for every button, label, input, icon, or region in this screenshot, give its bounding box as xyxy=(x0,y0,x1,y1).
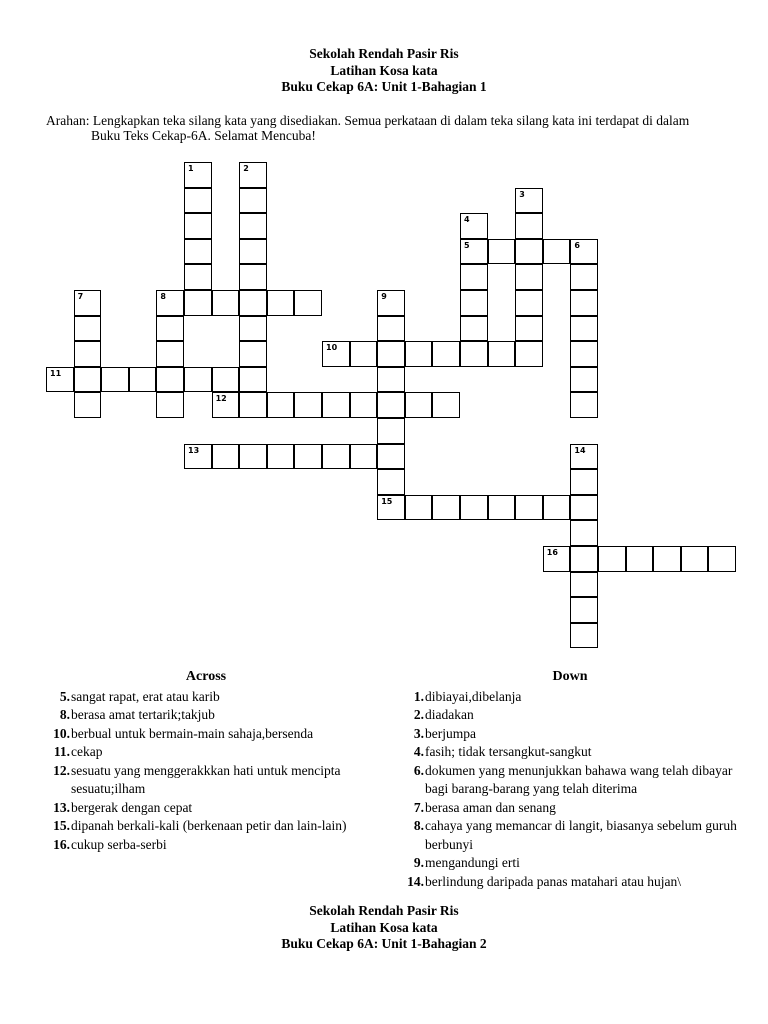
clue-number: 13 xyxy=(188,445,200,455)
crossword-cell[interactable] xyxy=(350,444,378,470)
across-clue xyxy=(46,817,366,836)
down-clue xyxy=(400,873,740,892)
crossword-cell[interactable] xyxy=(239,162,267,188)
crossword-cell[interactable] xyxy=(377,392,405,418)
crossword-cell[interactable] xyxy=(239,213,267,239)
clue-number: 5. xyxy=(59,688,70,704)
clue-number: 7 xyxy=(77,292,84,301)
crossword-cell[interactable] xyxy=(294,444,322,470)
crossword-cell[interactable] xyxy=(708,546,736,572)
worksheet-subtitle: Latihan Kosa kata xyxy=(330,919,438,935)
clue-text: cukup serba-serbi xyxy=(71,836,167,852)
clue-number: 3. xyxy=(413,725,424,741)
crossword-cell[interactable] xyxy=(460,316,488,342)
clue-number: 2 xyxy=(243,164,249,173)
crossword-cell[interactable] xyxy=(460,264,488,290)
crossword-cell[interactable] xyxy=(184,239,212,265)
crossword-cell[interactable] xyxy=(377,316,405,342)
crossword-cell[interactable] xyxy=(570,572,598,598)
across-clue xyxy=(46,725,366,744)
crossword-cell[interactable] xyxy=(239,316,267,342)
crossword-cell[interactable] xyxy=(377,469,405,495)
crossword-cell[interactable] xyxy=(156,392,184,418)
crossword-cell[interactable] xyxy=(74,367,102,393)
crossword-cell[interactable] xyxy=(515,290,543,316)
down-clue xyxy=(400,706,740,725)
crossword-cell[interactable] xyxy=(212,392,240,418)
clue-text: berlindung daripada panas matahari atau hujan\ xyxy=(425,873,682,889)
crossword-cell[interactable] xyxy=(432,341,460,367)
crossword-cell[interactable] xyxy=(239,392,267,418)
clue-number: 1. xyxy=(413,688,424,704)
clue-number: 2. xyxy=(413,707,424,722)
crossword-cell[interactable] xyxy=(267,290,295,316)
crossword-cell[interactable] xyxy=(156,341,184,367)
clue-text: sangat rapat, erat atau karib xyxy=(71,688,220,704)
down-clues xyxy=(400,668,740,891)
worksheet-subtitle: Latihan Kosa kata xyxy=(330,62,438,78)
crossword-cell[interactable] xyxy=(626,546,654,572)
clue-text: dibiayai,dibelanja xyxy=(425,688,522,704)
crossword-cell[interactable] xyxy=(570,367,598,393)
down-clue xyxy=(400,688,740,707)
crossword-cell[interactable] xyxy=(184,290,212,316)
clue-number: 10. xyxy=(53,725,70,741)
crossword-cell[interactable] xyxy=(239,341,267,367)
clue-number: 4 xyxy=(464,215,470,225)
crossword-cell[interactable] xyxy=(570,444,598,470)
clue-number: 8. xyxy=(59,707,70,722)
crossword-cell[interactable] xyxy=(101,367,129,393)
crossword-cell[interactable] xyxy=(377,418,405,444)
clue-text: bergerak dengan cepat xyxy=(71,799,193,815)
clue-number: 15 xyxy=(381,496,393,506)
clue-text: cekap xyxy=(71,744,103,759)
crossword-cell[interactable] xyxy=(653,546,681,572)
down-clue xyxy=(400,725,740,744)
crossword-cell[interactable] xyxy=(405,392,433,418)
crossword-cell[interactable] xyxy=(239,367,267,393)
down-clue xyxy=(400,743,740,762)
clue-number: 8. xyxy=(413,818,424,833)
clue-text: berasa amat tertarik;takjub xyxy=(71,707,215,722)
instructions-line-2: Buku Teks Cekap-6A. Selamat Mencuba! xyxy=(91,128,316,143)
crossword-cell[interactable] xyxy=(570,341,598,367)
clue-number: 1 xyxy=(188,164,194,173)
crossword-cell[interactable] xyxy=(129,367,157,393)
across-clue xyxy=(46,706,366,725)
clue-number: 14. xyxy=(407,873,424,889)
down-clue xyxy=(400,799,740,818)
crossword-cell[interactable] xyxy=(432,495,460,521)
crossword-cell[interactable] xyxy=(322,392,350,418)
crossword-cell[interactable] xyxy=(570,495,598,521)
across-clue xyxy=(46,836,366,855)
crossword-cell[interactable] xyxy=(212,290,240,316)
crossword-cell[interactable] xyxy=(239,444,267,470)
crossword-cell[interactable] xyxy=(350,341,378,367)
crossword-cell[interactable] xyxy=(239,290,267,316)
crossword-cell[interactable] xyxy=(239,188,267,214)
crossword-cell[interactable] xyxy=(570,469,598,495)
down-clue-list xyxy=(400,688,740,892)
clue-text: diadakan xyxy=(425,707,474,722)
crossword-cell[interactable] xyxy=(488,239,516,265)
crossword-cell[interactable] xyxy=(294,290,322,316)
clue-text: berbual untuk bermain-main sahaja,bersenda xyxy=(71,725,314,741)
crossword-cell[interactable] xyxy=(515,264,543,290)
crossword-cell[interactable] xyxy=(543,546,571,572)
crossword-cell[interactable] xyxy=(184,188,212,214)
crossword-cell[interactable] xyxy=(515,341,543,367)
crossword-cell[interactable] xyxy=(267,444,295,470)
clue-text: fasih; tidak tersangkut-sangkut xyxy=(425,744,592,759)
across-clue xyxy=(46,688,366,707)
clue-number: 10 xyxy=(326,343,338,353)
crossword-cell[interactable] xyxy=(322,444,350,470)
crossword-cell[interactable] xyxy=(377,367,405,393)
crossword-cell[interactable] xyxy=(460,239,488,265)
crossword-cell[interactable] xyxy=(377,341,405,367)
crossword-cell[interactable] xyxy=(515,316,543,342)
crossword-cell[interactable] xyxy=(184,264,212,290)
clue-number: 11 xyxy=(50,368,62,378)
crossword-cell[interactable] xyxy=(74,341,102,367)
clue-number: 3 xyxy=(519,189,525,199)
instructions-line-1: Arahan: Lengkapkan teka silang kata yang disediakan. Semua perkataan di dalam teka silang kata ini terdapat di dalam xyxy=(46,113,690,128)
crossword-cell[interactable] xyxy=(460,213,488,239)
crossword-cell[interactable] xyxy=(156,316,184,342)
crossword-cell[interactable] xyxy=(377,495,405,521)
crossword-cell[interactable] xyxy=(515,188,543,214)
clue-number: 13. xyxy=(53,799,70,815)
clue-number: 6 xyxy=(574,240,580,250)
crossword-cell[interactable] xyxy=(156,290,184,316)
crossword-cell[interactable] xyxy=(405,495,433,521)
crossword-cell[interactable] xyxy=(570,290,598,316)
crossword-cell[interactable] xyxy=(570,239,598,265)
school-name: Sekolah Rendah Pasir Ris xyxy=(309,903,459,918)
clue-number: 6. xyxy=(413,762,424,778)
across-clue xyxy=(46,743,366,762)
crossword-cell[interactable] xyxy=(570,520,598,546)
unit-title: Buku Cekap 6A: Unit 1-Bahagian 2 xyxy=(281,936,487,951)
crossword-cell[interactable] xyxy=(488,341,516,367)
crossword-cell[interactable] xyxy=(460,290,488,316)
clue-number: 16. xyxy=(53,836,70,852)
clue-number: 16 xyxy=(546,548,558,557)
crossword-cell[interactable] xyxy=(570,546,598,572)
crossword-cell[interactable] xyxy=(515,213,543,239)
crossword-cell[interactable] xyxy=(515,495,543,521)
clue-text: mengandungi erti xyxy=(425,855,520,870)
across-heading: Across xyxy=(185,669,227,684)
down-heading: Down xyxy=(552,669,588,684)
crossword-cell[interactable] xyxy=(681,546,709,572)
clue-number: 5 xyxy=(464,240,470,250)
crossword-cell[interactable] xyxy=(570,316,598,342)
crossword-cell[interactable] xyxy=(212,367,240,393)
crossword-cell[interactable] xyxy=(377,444,405,470)
crossword-cell[interactable] xyxy=(570,392,598,418)
crossword-cell[interactable] xyxy=(239,239,267,265)
crossword-cell[interactable] xyxy=(184,444,212,470)
clue-number: 9 xyxy=(381,292,387,301)
crossword-cell[interactable] xyxy=(570,264,598,290)
clue-number: 7. xyxy=(413,799,424,815)
crossword-cell[interactable] xyxy=(570,597,598,623)
crossword-cell[interactable] xyxy=(74,316,102,342)
across-clue-list xyxy=(46,688,366,855)
crossword-cell[interactable] xyxy=(460,495,488,521)
clue-number: 8 xyxy=(160,292,166,301)
clue-number: 11. xyxy=(53,744,70,759)
clue-text: berjumpa xyxy=(425,725,476,741)
down-clue xyxy=(400,762,740,799)
crossword-cell[interactable] xyxy=(322,341,350,367)
crossword-cell[interactable] xyxy=(74,392,102,418)
clue-number: 4. xyxy=(413,744,424,759)
crossword-cell[interactable] xyxy=(212,444,240,470)
crossword-cell[interactable] xyxy=(156,367,184,393)
clue-text: dokumen yang menunjukkan bahawa wang telah dibayar bagi barang-barang yang telah diterima xyxy=(425,762,733,796)
crossword-cell[interactable] xyxy=(543,239,571,265)
crossword-cell[interactable] xyxy=(460,341,488,367)
crossword-cell[interactable] xyxy=(598,546,626,572)
clue-text: cahaya yang memancar di langit, biasanya sebelum guruh berbunyi xyxy=(425,818,737,852)
crossword-cell[interactable] xyxy=(267,392,295,418)
school-name: Sekolah Rendah Pasir Ris xyxy=(309,46,459,61)
clue-number: 15. xyxy=(53,818,70,833)
clue-number: 12 xyxy=(215,394,227,404)
crossword-cell[interactable] xyxy=(405,341,433,367)
clue-number: 14 xyxy=(574,445,586,455)
across-clue xyxy=(46,762,366,799)
crossword-cell[interactable] xyxy=(432,392,460,418)
crossword-cell[interactable] xyxy=(377,290,405,316)
crossword-cell[interactable] xyxy=(570,623,598,649)
crossword-cell[interactable] xyxy=(239,264,267,290)
unit-title: Buku Cekap 6A: Unit 1-Bahagian 1 xyxy=(281,79,487,94)
clue-text: sesuatu yang menggerakkkan hati untuk mencipta sesuatu;ilham xyxy=(71,762,341,796)
clue-text: dipanah berkali-kali (berkenaan petir dan lain-lain) xyxy=(71,818,347,833)
crossword-cell[interactable] xyxy=(515,239,543,265)
down-clue xyxy=(400,854,740,873)
crossword-cell[interactable] xyxy=(184,367,212,393)
across-clues xyxy=(46,668,366,854)
down-clue xyxy=(400,817,740,854)
across-clue xyxy=(46,799,366,818)
crossword-cell[interactable] xyxy=(184,162,212,188)
clue-text: berasa aman dan senang xyxy=(425,799,556,815)
crossword-cell[interactable] xyxy=(294,392,322,418)
crossword-cell[interactable] xyxy=(184,213,212,239)
crossword-cell[interactable] xyxy=(350,392,378,418)
clue-number: 9. xyxy=(413,855,424,870)
clue-number: 12. xyxy=(53,762,70,778)
crossword-cell[interactable] xyxy=(543,495,571,521)
crossword-cell[interactable] xyxy=(74,290,102,316)
crossword-cell[interactable] xyxy=(488,495,516,521)
next-worksheet-header xyxy=(0,903,768,953)
crossword-cell[interactable] xyxy=(46,367,74,393)
